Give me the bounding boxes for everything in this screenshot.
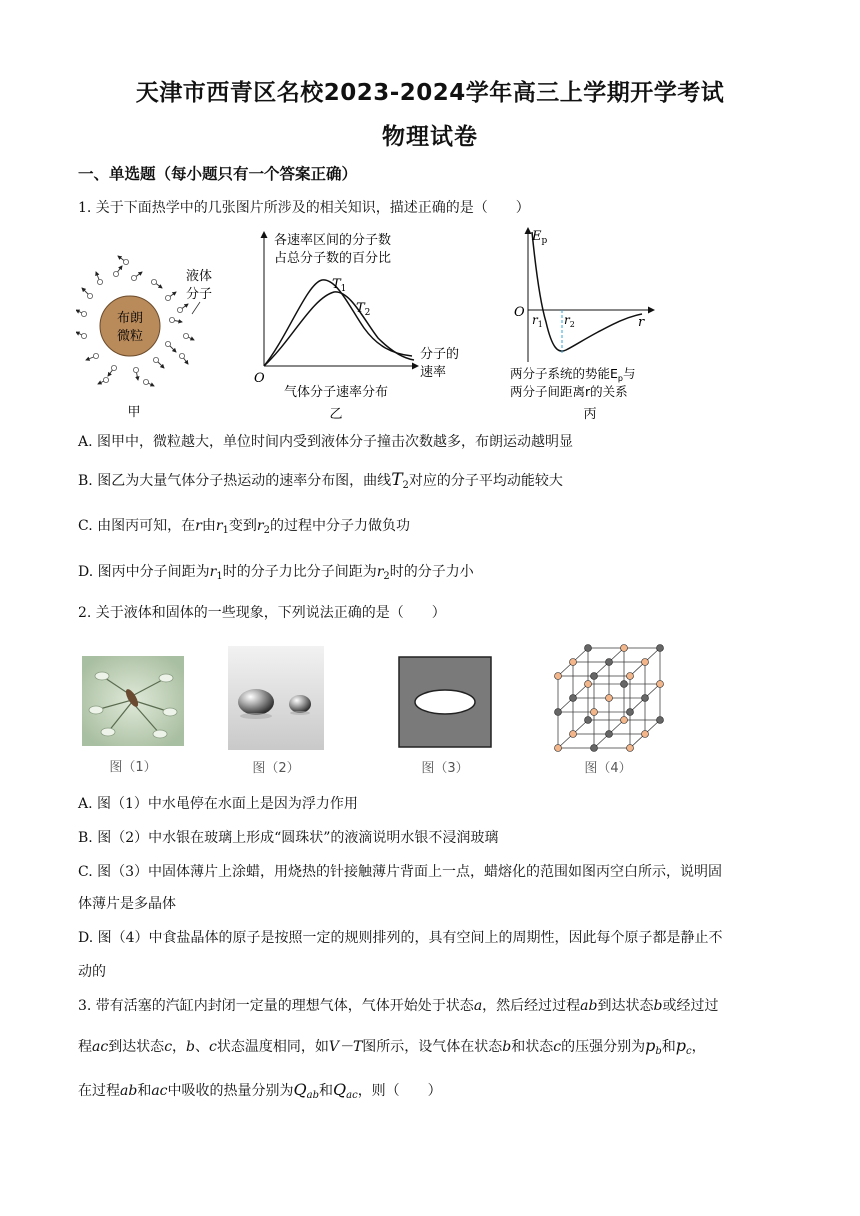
page-title: 天津市西青区名校2023-2024学年高三上学期开学考试 — [135, 80, 725, 106]
q1-figure-jia — [76, 252, 226, 422]
xlabel-2: 速率 — [420, 365, 447, 380]
desc-line-2: 两分子间距离r的关系 — [510, 384, 628, 399]
section-heading: 一、单选题（每小题只有一个答案正确） — [78, 165, 358, 183]
curve-t2 — [264, 292, 414, 366]
q1-option-a: A. 图甲中，微粒越大，单位时间内受到液体分子撞击次数越多，布朗运动越明显 — [78, 434, 574, 450]
particle-label-2: 微粒 — [116, 329, 144, 344]
caption-fig3: 图（3） — [421, 761, 469, 776]
melted-wax-region — [415, 690, 475, 714]
q2-figure-2 — [228, 646, 324, 778]
q2-figure-4 — [550, 640, 668, 778]
r2-label: $r_2$ — [564, 313, 575, 329]
caption-fig1: 图（1） — [109, 760, 157, 775]
desc-line-1: 两分子系统的势能$E_p$与 — [510, 366, 636, 383]
q1-stem: 1. 关于下面热学中的几张图片所涉及的相关知识，描述正确的是（ ） — [78, 200, 530, 216]
origin-label: O — [514, 305, 525, 320]
potential-curve — [532, 232, 642, 351]
origin-label: O — [254, 371, 265, 386]
caption-fig2: 图（2） — [252, 761, 300, 776]
q3-line3: 在过程ab和ac中吸收的热量分别为$Q_{ab}$和$Q_{ac}$，则（ ） — [78, 1080, 442, 1101]
liquid-label-1: 液体 — [186, 269, 213, 284]
q3-line1: 3. 带有活塞的汽缸内封闭一定量的理想气体，气体开始处于状态a，然后经过过程ab到达状态b或经过过 — [78, 998, 719, 1014]
q2-option-d-line2: 动的 — [78, 964, 106, 980]
q2-option-a: A. 图（1）中水黾停在水面上是因为浮力作用 — [78, 796, 358, 812]
q2-option-d-line1: D. 图（4）中食盐晶体的原子是按照一定的规则排列的，具有空间上的周期性，因此每个原子都是静止不 — [78, 930, 723, 946]
ep-label: $E_p$ — [532, 229, 548, 246]
curve-t2-label: $T_2$ — [356, 301, 371, 318]
ylabel-1: 各速率区间的分子数 — [274, 233, 392, 248]
q2-stem: 2. 关于液体和固体的一些现象，下列说法正确的是（ ） — [78, 605, 446, 621]
q2-option-c-line1: C. 图（3）中固体薄片上涂蜡，用烧热的针接触薄片背面上一点，蜡熔化的范围如图丙空白所示，说明固 — [78, 864, 723, 880]
ylabel-2: 占总分子数的百分比 — [274, 251, 392, 266]
particle-label-1: 布朗 — [116, 311, 144, 326]
chart-title: 气体分子速率分布 — [283, 385, 389, 400]
curve-t1-label: $T_1$ — [332, 277, 347, 294]
q1-option-c: C. 由图丙可知，在r由$r_1$变到$r_2$的过程中分子力做负功 — [78, 518, 410, 536]
q2-option-c-line2: 体薄片是多晶体 — [78, 896, 176, 912]
q1-option-d: D. 图丙中分子间距为$r_1$时的分子力比分子间距为$r_2$时的分子力小 — [78, 564, 474, 582]
page-subtitle: 物理试卷 — [382, 124, 478, 150]
caption-fig4: 图（4） — [584, 761, 632, 776]
caption-yi: 乙 — [329, 407, 343, 422]
x-axis-label: r — [638, 315, 645, 330]
caption-bing: 丙 — [583, 407, 597, 422]
caption-jia: 甲 — [127, 405, 141, 420]
q2-figure-3 — [398, 656, 492, 778]
q1-option-b: B. 图乙为大量气体分子热运动的速率分布图，曲线$T_2$对应的分子平均动能较大 — [78, 470, 563, 491]
q3-line2: 程ac到达状态c，b、c状态温度相同，如V－T图所示，设气体在状态b和状态c的压强分别为$p_b$和$p_c$， — [78, 1036, 706, 1057]
r1-label: $r_1$ — [532, 313, 543, 329]
xlabel-1: 分子的 — [420, 347, 460, 362]
q2-figure-1 — [82, 656, 184, 778]
liquid-label-2: 分子 — [186, 287, 213, 302]
brownian-particle — [100, 296, 160, 356]
q1-figure-bing — [508, 222, 678, 424]
q1-figure-yi — [252, 228, 492, 424]
q2-option-b: B. 图（2）中水银在玻璃上形成“圆珠状”的液滴说明水银不浸润玻璃 — [78, 830, 499, 846]
